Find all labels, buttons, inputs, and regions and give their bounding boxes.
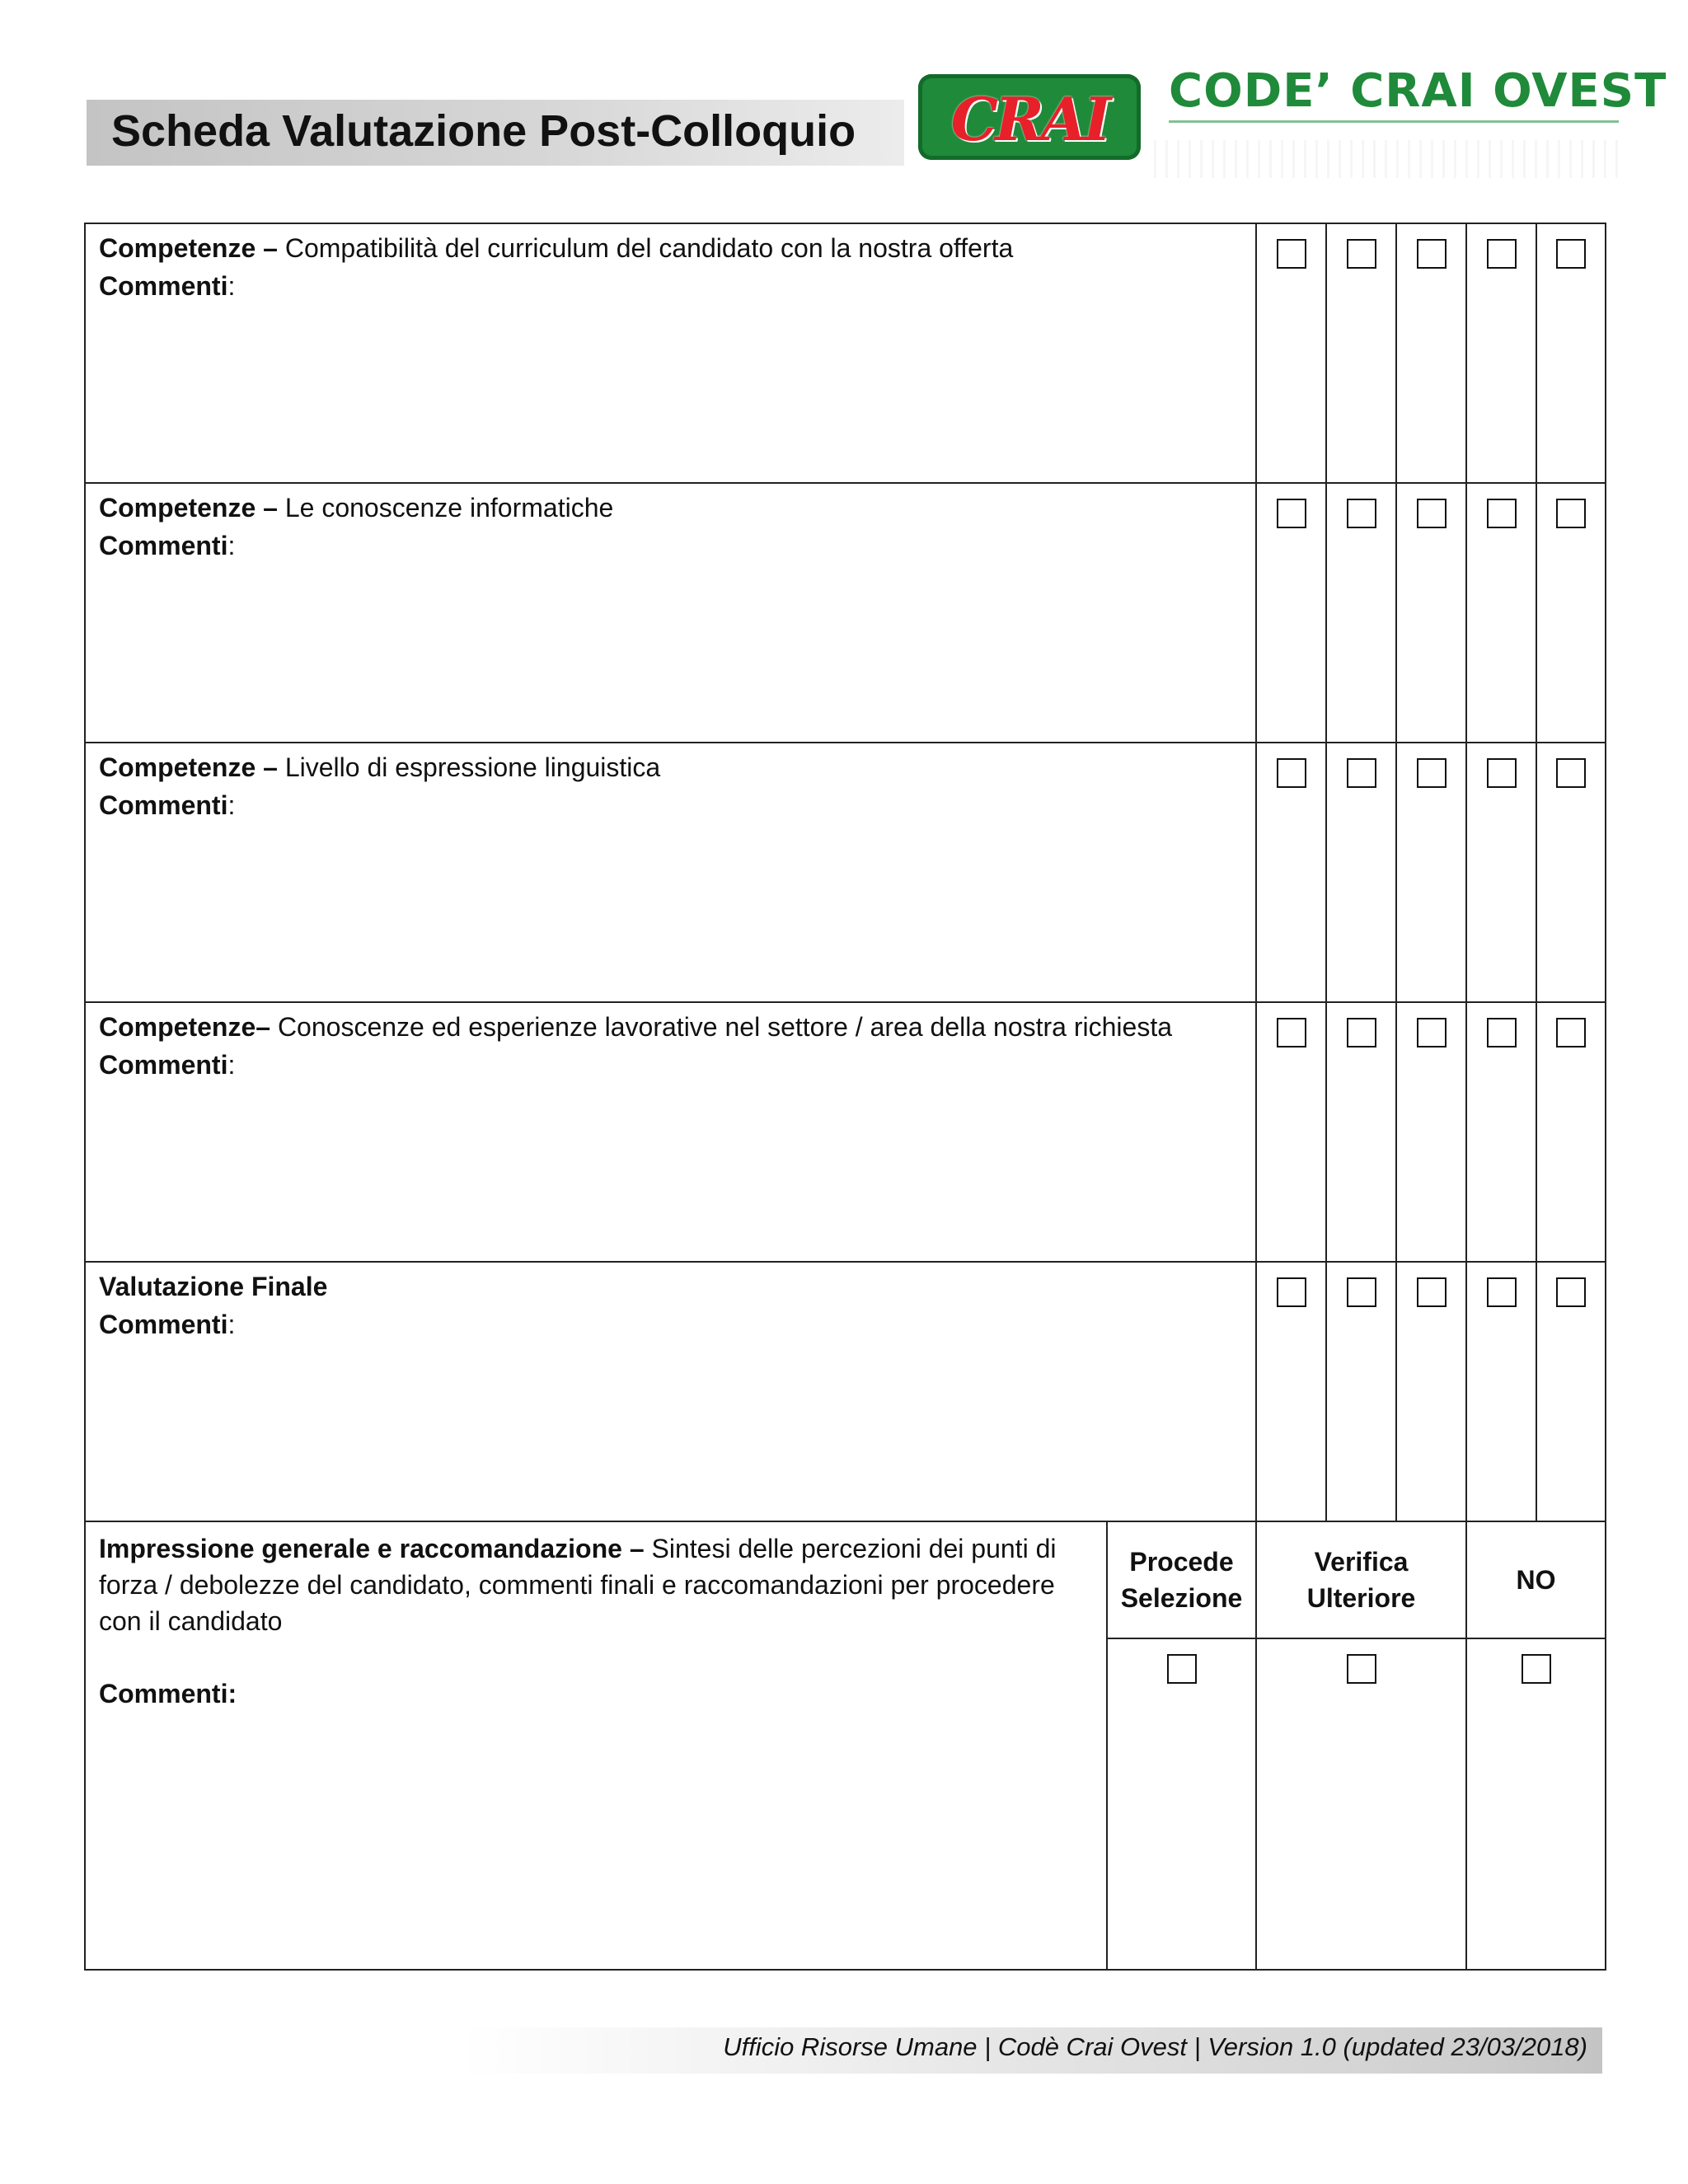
rating-checkbox-5[interactable] [1556,239,1586,269]
rating-checkbox-3[interactable] [1417,499,1447,528]
row-label: Competenze – [99,233,278,263]
footer-banner [462,2027,1602,2074]
row-label: Competenze– [99,1012,271,1042]
row-label: Valutazione Finale [99,1272,328,1301]
rating-checkbox-4[interactable] [1487,499,1517,528]
rating-row [85,1262,1606,1521]
rating-checkbox-4[interactable] [1487,239,1517,269]
option-header-procede: Procede Selezione [1107,1521,1256,1638]
rating-checkbox-1[interactable] [1277,1277,1306,1307]
option-header-verifica: Verifica Ulteriore [1256,1521,1466,1638]
comment-label: Commenti [99,1050,228,1080]
comment-label: Commenti [99,1310,228,1339]
page-title: Scheda Valutazione Post-Colloquio [111,106,856,156]
no-checkbox[interactable] [1522,1654,1551,1684]
rating-checkbox-1[interactable] [1277,758,1306,788]
rating-checkbox-5[interactable] [1556,1277,1586,1307]
final-description [85,1521,1107,1970]
rating-checkbox-2[interactable] [1347,1018,1376,1047]
comment-label: Commenti [99,531,228,560]
row-label: Competenze – [99,752,278,782]
rating-checkbox-5[interactable] [1556,758,1586,788]
row-detail: Compatibilità del curriculum del candidato con la nostra offerta [277,233,1014,263]
rating-checkbox-2[interactable] [1347,499,1376,528]
row-description: Competenze– Conoscenze ed esperienze lavorative nel settore / area della nostra richiesta Commenti: [85,1002,1256,1262]
row-description: Valutazione Finale Commenti: [85,1262,1256,1521]
logo-text: CRAI [950,84,1109,154]
rating-row [85,223,1606,483]
rating-checkbox-1[interactable] [1277,239,1306,269]
rating-checkbox-4[interactable] [1487,1018,1517,1047]
rating-checkbox-5[interactable] [1556,1018,1586,1047]
row-detail: Livello di espressione linguistica [277,752,661,782]
rating-checkbox-2[interactable] [1347,758,1376,788]
row-detail: Le conoscenze informatiche [277,493,614,523]
final-comment-label: Commenti: [99,1679,237,1708]
option-header-no: NO [1466,1521,1606,1638]
verifica-ulteriore-checkbox[interactable] [1347,1654,1376,1684]
final-label: Impressione generale e raccomandazione – [99,1534,645,1563]
evaluation-table [84,223,1606,1971]
brand-underline [1169,120,1619,123]
rating-checkbox-3[interactable] [1417,758,1447,788]
row-description: Competenze – Compatibilità del curriculum del candidato con la nostra offerta Commenti: [85,223,1256,483]
rating-checkbox-2[interactable] [1347,1277,1376,1307]
rating-row [85,483,1606,743]
crai-logo [918,74,1141,160]
procede-selezione-checkbox[interactable] [1167,1654,1197,1684]
row-label: Competenze – [99,493,278,523]
rating-row [85,1002,1606,1262]
rating-checkbox-4[interactable] [1487,758,1517,788]
footer-text: Ufficio Risorse Umane | Codè Crai Ovest | Version 1.0 (updated 23/03/2018) [723,2032,1587,2061]
rating-checkbox-2[interactable] [1347,239,1376,269]
rating-checkbox-5[interactable] [1556,499,1586,528]
rating-checkbox-3[interactable] [1417,1277,1447,1307]
rating-checkbox-1[interactable] [1277,1018,1306,1047]
rating-checkbox-3[interactable] [1417,239,1447,269]
row-description: Competenze – Le conoscenze informatiche Commenti: [85,483,1256,743]
rating-row [85,743,1606,1002]
row-description: Competenze – Livello di espressione linguistica Commenti: [85,743,1256,1002]
rating-checkbox-1[interactable] [1277,499,1306,528]
rating-checkbox-3[interactable] [1417,1018,1447,1047]
final-detail: Sintesi delle percezioni dei punti di forza / debolezze del candidato, commenti finali e raccomandazioni per procedere con il candidato [99,1534,1057,1636]
rating-checkbox-4[interactable] [1487,1277,1517,1307]
brand-name: CODE’ CRAI OVEST [1169,64,1667,118]
comment-label: Commenti [99,271,228,301]
final-header-row [85,1521,1606,1638]
comment-label: Commenti [99,790,228,820]
brand-pattern [1154,140,1619,178]
row-detail: Conoscenze ed esperienze lavorative nel settore / area della nostra richiesta [270,1012,1172,1042]
title-banner [87,100,904,166]
